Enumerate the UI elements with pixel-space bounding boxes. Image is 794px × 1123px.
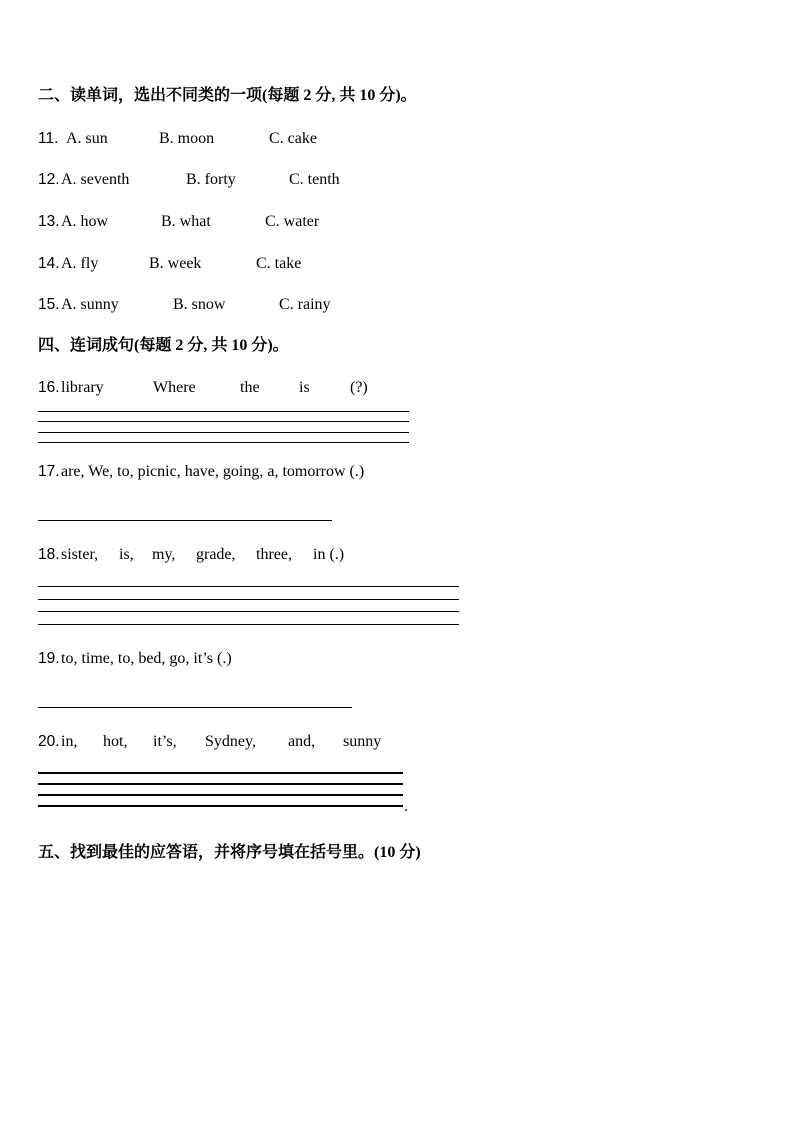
answer-line [38,442,409,443]
word: is, [119,546,134,563]
word: in, [61,733,78,750]
option-b: B. snow [173,296,226,313]
word: Sydney, [205,733,256,750]
answer-line [38,432,409,433]
question-number: 13. [38,213,60,230]
question-number: 20. [38,733,60,750]
option-a: A. seventh [61,171,130,188]
section-2-title: 二、读单词，选出不同类的一项(每题 2 分, 共 10 分)。 [38,87,417,104]
end-period: . [404,798,408,815]
question-number: 18. [38,546,60,563]
option-c: C. take [256,255,302,272]
word: and, [288,733,316,750]
question-number: 12. [38,171,60,188]
word: (?) [350,379,368,396]
section-4-title: 四、连词成句(每题 2 分, 共 10 分)。 [38,337,289,354]
answer-line-19 [38,707,352,708]
word: three, [256,546,292,563]
word: is [299,379,310,396]
answer-line [38,783,403,785]
answer-line-17 [38,520,332,521]
option-a: A. how [61,213,109,230]
answer-line [38,794,403,796]
option-b: B. what [161,213,211,230]
word: the [240,379,260,396]
section-5-title: 五、找到最佳的应答语，并将序号填在括号里。(10 分) [38,844,421,861]
question-words: are, We, to, picnic, have, going, a, tomorrow (.) [61,463,365,480]
question-number: 14. [38,255,60,272]
option-c: C. rainy [279,296,331,313]
option-c: C. cake [269,130,317,147]
word: it’s, [153,733,177,750]
answer-line [38,599,459,600]
option-a: A. fly [61,255,99,272]
word: hot, [103,733,128,750]
word: library [61,379,104,396]
answer-line [38,411,409,412]
word: sunny [343,733,382,750]
option-a: A. sun [66,130,108,147]
answer-line [38,586,459,587]
question-number: 17. [38,463,60,480]
question-number: 15. [38,296,60,313]
option-b: B. forty [186,171,236,188]
option-c: C. tenth [289,171,340,188]
option-a: A. sunny [61,296,119,313]
option-b: B. moon [159,130,215,147]
word: my, [152,546,176,563]
word: Where [153,379,196,396]
word: grade, [196,546,236,563]
answer-line [38,624,459,625]
question-number: 19. [38,650,60,667]
answer-line [38,805,403,807]
answer-line [38,772,403,774]
option-b: B. week [149,255,202,272]
answer-line [38,421,409,422]
answer-line [38,611,459,612]
question-number: 16. [38,379,60,396]
option-c: C. water [265,213,320,230]
question-number: 11. [38,130,59,147]
word: in (.) [313,546,345,563]
word: sister, [61,546,99,563]
question-words: to, time, to, bed, go, it’s (.) [61,650,232,667]
